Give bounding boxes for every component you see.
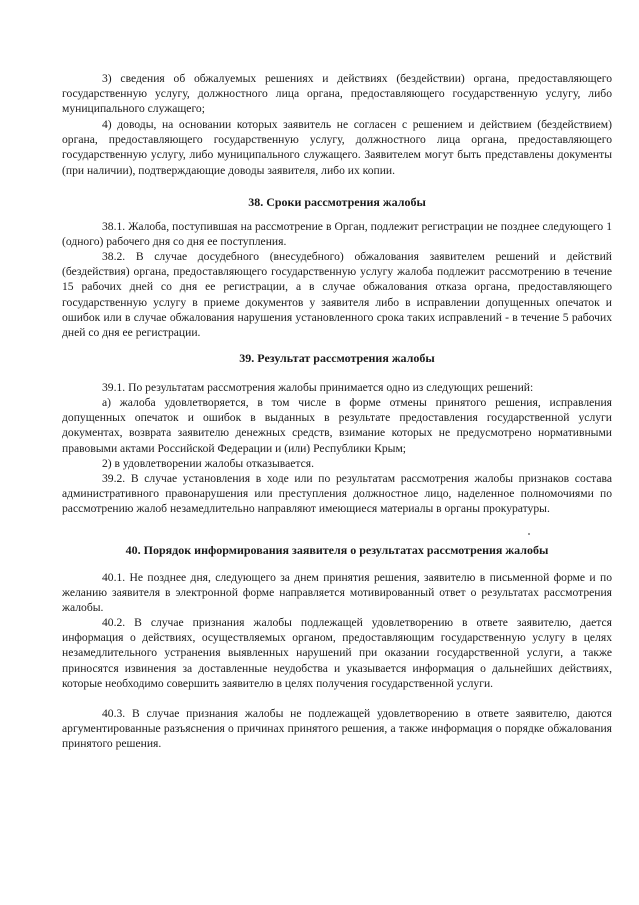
heading-38: 38. Сроки рассмотрения жалобы [248, 195, 426, 209]
heading-39: 39. Результат рассмотрения жалобы [239, 351, 435, 365]
heading-40: 40. Порядок информирования заявителя о результатах рассмотрения жалобы [125, 543, 549, 557]
paragraph-40-2: 40.2. В случае признания жалобы подлежащей удовлетворению в ответе заявителю, дается информация о действиях, осуществляемых органом, предоставляющим государственную услугу в целях незамедлительного устранения выявленных нарушений при оказании государственной услуги, а также приносятся извинения за доставленные неудобства и указывается информация о дальнейших действиях, которые необходимо совершить заявителю в целях получения государственной услуги. [62, 616, 612, 690]
scan-speck [528, 533, 530, 535]
paragraph-39-1: 39.1. По результатам рассмотрения жалобы принимается одно из следующих решений: [102, 381, 534, 394]
paragraph-40-1: 40.1. Не позднее дня, следующего за днем принятия решения, заявителю в письменной форме и по желанию заявителя в электронной форме направляется мотивированный ответ о результатах рассмотрения жалобы. [62, 571, 612, 615]
paragraph-38-1: 38.1. Жалоба, поступившая на рассмотрение в Орган, подлежит регистрации не позднее следующего 1 (одного) рабочего дня со дня ее поступления. [62, 220, 612, 249]
paragraph-39-1-b: 2) в удовлетворении жалобы отказывается. [102, 457, 314, 470]
paragraph-38-2: 38.2. В случае досудебного (внесудебного) обжалования заявителем решений и действий (бездействия) органа, предоставляющего государственную услугу жалоба подлежит рассмотрению в течение 15 рабочих дней со дня ее регистрации, а в случае обжалования отказа органа, предоставляющего государственную услугу в приеме документов у заявителя либо в исправлении допущенных опечаток и ошибок или в случае обжалования нарушения установленного срока таких исправлений - в течение 5 рабочих дней со дня ее регистрации. [62, 250, 612, 340]
paragraph-40-3: 40.3. В случае признания жалобы не подлежащей удовлетворению в ответе заявителю, даются аргументированные разъяснения о причинах принятого решения, а также информация о порядке обжалования принятого решения. [62, 707, 612, 751]
paragraph-item3: 3) сведения об обжалуемых решениях и действиях (бездействии) органа, предоставляющего государственную услугу, должностного лица органа, предоставляющего государственную услугу, либо муниципального служащего; [62, 72, 612, 116]
paragraph-item4: 4) доводы, на основании которых заявитель не согласен с решением и действием (бездействием) органа, предоставляющего государственную услугу, должностного лица органа, предоставляющего государственную услугу, либо муниципального служащего. Заявителем могут быть представлены документы (при наличии), подтверждающие доводы заявителя, либо их копии. [62, 118, 612, 177]
paragraph-39-2: 39.2. В случае установления в ходе или по результатам рассмотрения жалобы признаков состава административного правонарушения или преступления должностное лицо, наделенное полномочиями по рассмотрению жалоб незамедлительно направляют имеющиеся материалы в органы прокуратуры. [62, 472, 612, 516]
paragraph-39-1-a: а) жалоба удовлетворяется, в том числе в форме отмены принятого решения, исправления допущенных опечаток и ошибок в выданных в результате предоставления государственной услуги документах, возврата заявителю денежных средств, взимание которых не предусмотрено нормативными правовыми актами Российской Федерации и (или) Республики Крым; [62, 396, 612, 455]
